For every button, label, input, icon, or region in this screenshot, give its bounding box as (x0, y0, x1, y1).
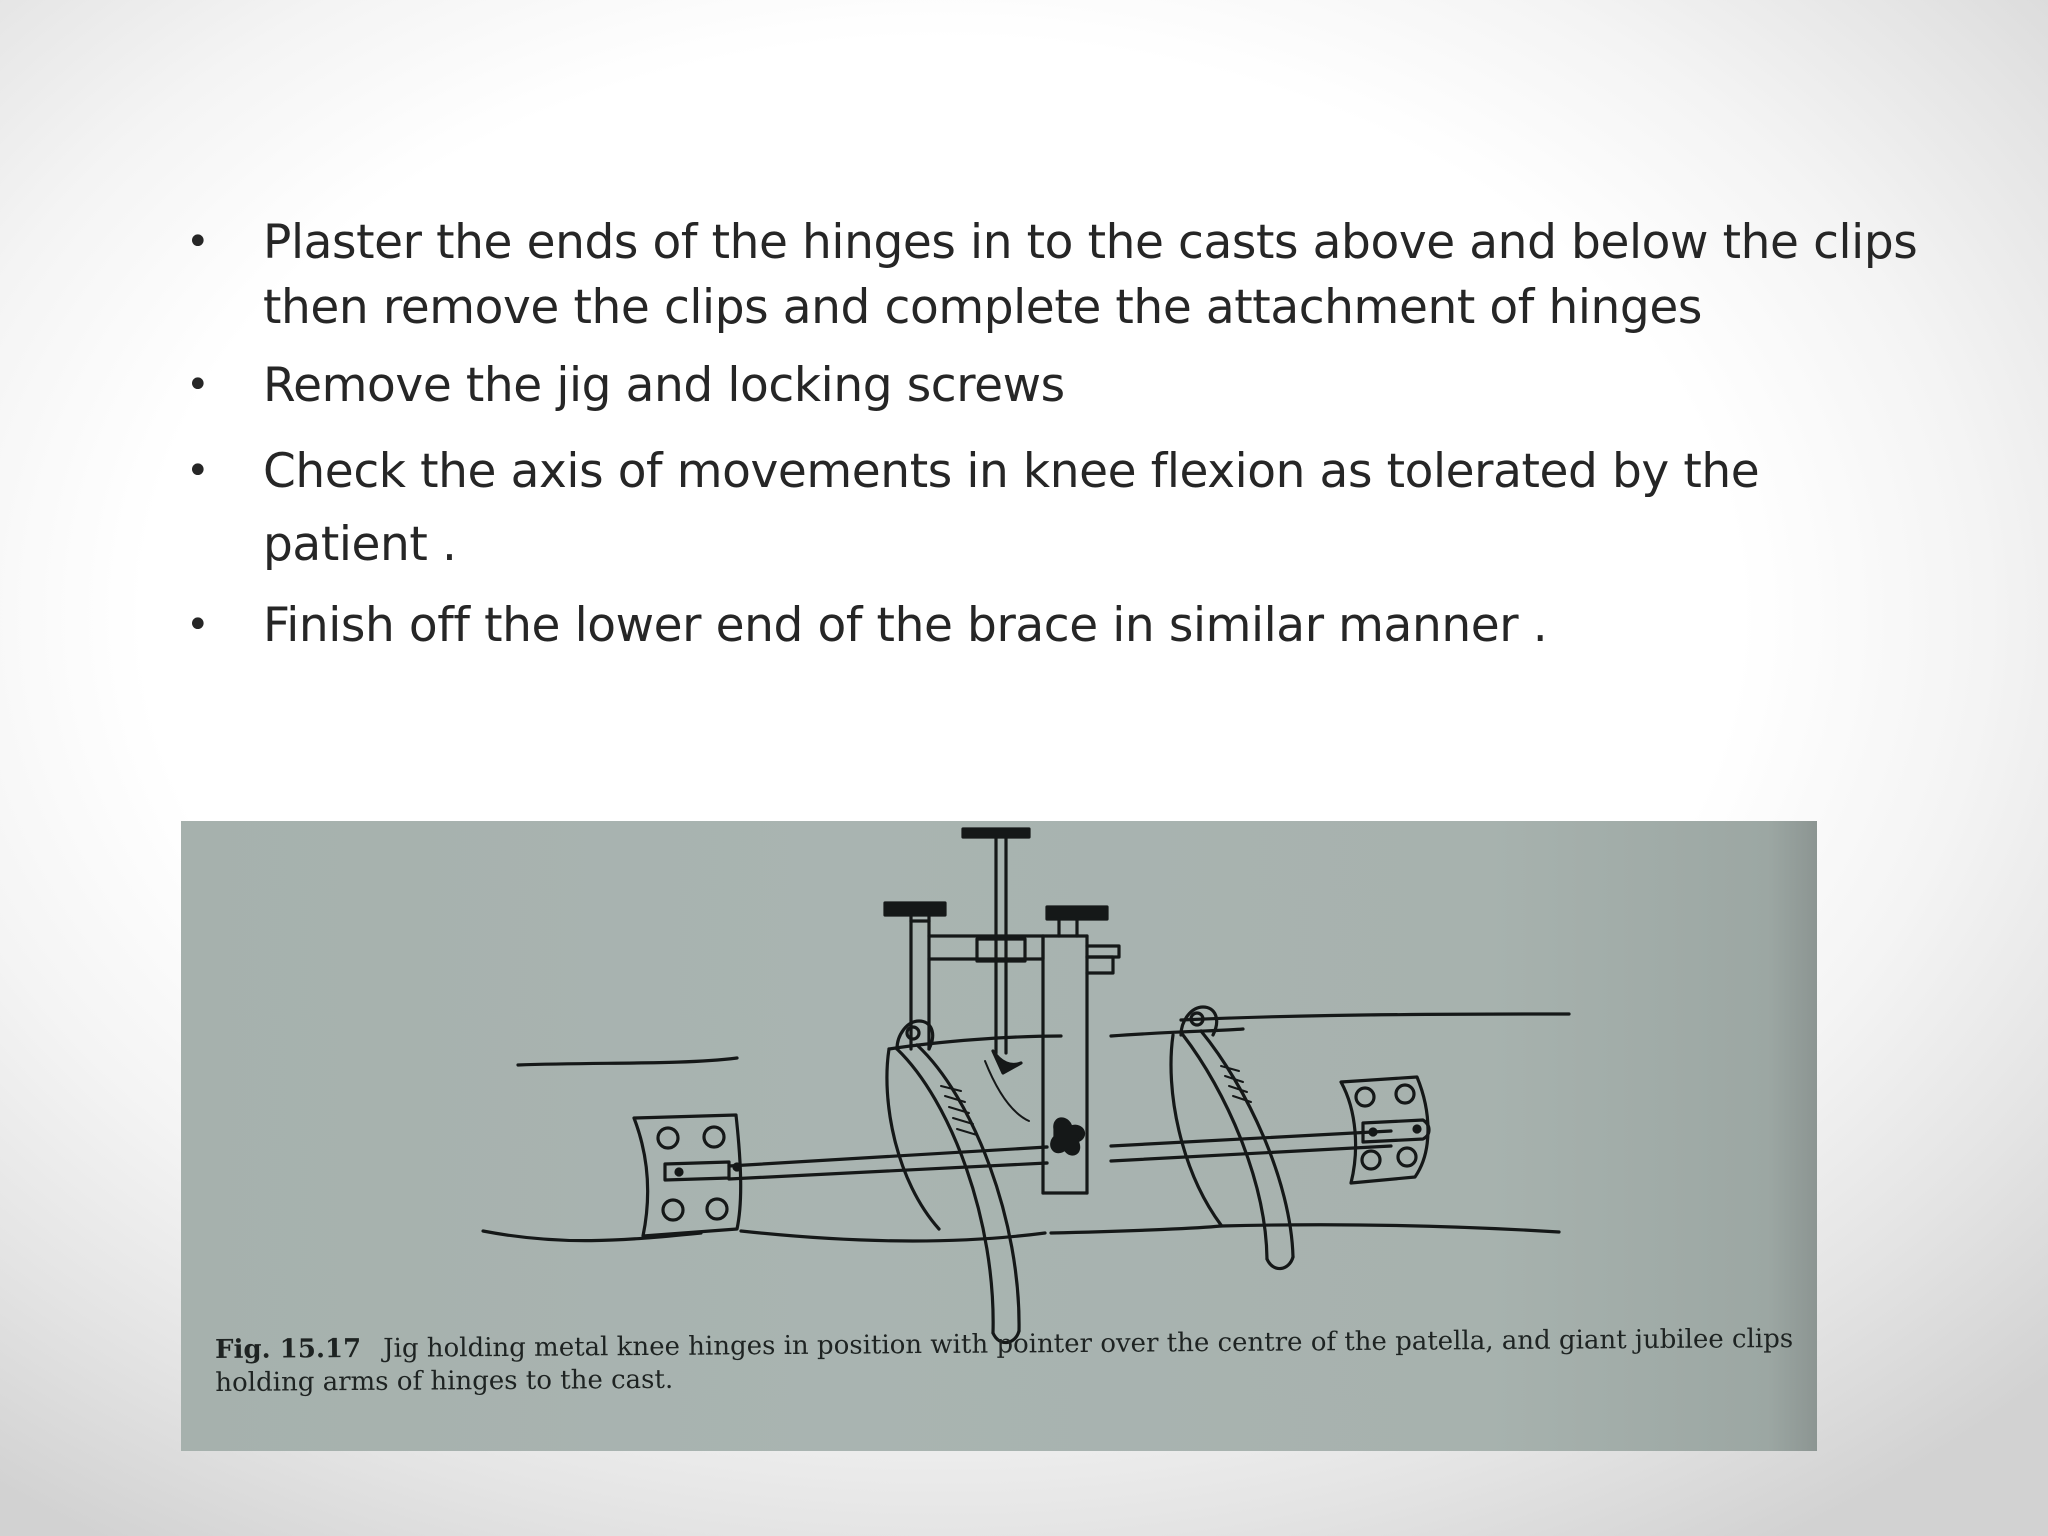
figure-label: Fig. 15.17 (215, 1333, 362, 1365)
locking-screw-knob (1047, 907, 1107, 919)
rivet-hole (658, 1128, 678, 1148)
hinge-arm-left (729, 1147, 1047, 1166)
bullet-list (180, 210, 1918, 658)
hinge-arm-left (729, 1163, 1047, 1179)
bullet-item (180, 593, 1780, 658)
bullet-text: Remove the jig and locking screws (263, 358, 1065, 413)
rivet-hole (707, 1199, 727, 1219)
bullet-item (180, 353, 1780, 418)
pointer-handle (963, 829, 1029, 837)
leg-outline-top (1181, 1014, 1569, 1020)
figure-knee-hinge-jig (181, 821, 1817, 1451)
jubilee-clip-right (1171, 1035, 1221, 1225)
jubilee-clip-left (897, 1049, 993, 1333)
leg-outline-bottom (1221, 1225, 1559, 1232)
bullet-dot: • (186, 448, 210, 494)
leg-outline-top (518, 1058, 737, 1065)
bullet-item (180, 435, 1823, 581)
locking-screw-knob (885, 903, 945, 915)
hinge-arm-right (1111, 1146, 1391, 1161)
figure-caption (215, 1323, 1795, 1400)
bullet-dot: • (186, 602, 210, 648)
leg-outline-bottom (483, 1231, 701, 1241)
rivet-hole (1396, 1085, 1414, 1103)
rivet-hole (1362, 1151, 1380, 1169)
rivet-hole (1398, 1148, 1416, 1166)
bullet-text: Finish off the lower end of the brace in similar manner . (263, 598, 1548, 653)
rivet-hole (1356, 1088, 1374, 1106)
jubilee-clip-left (887, 1049, 939, 1229)
bullet-dot: • (186, 219, 210, 265)
jubilee-clip-left (917, 1045, 1019, 1331)
rivet-hole (663, 1200, 683, 1220)
bullet-text: Check the axis of movements in knee flexion as tolerated by the patient . (263, 444, 1760, 572)
jubilee-clip-right (1201, 1031, 1293, 1257)
cast-bottom-edge (1051, 1226, 1221, 1233)
hinge-arm-right (1111, 1131, 1391, 1146)
jig-side-block (1087, 957, 1113, 973)
bullet-text: Plaster the ends of the hinges in to the casts above and below the clips then remove the clips and complete the attachment of hinges (263, 215, 1918, 335)
bullet-dot: • (186, 362, 210, 408)
cast-top-edge (1111, 1029, 1243, 1036)
figure-caption-text: Jig holding metal knee hinges in position with pointer over the centre of the patella, and giant jubilee clips holding arms of hinges to the cast. (215, 1323, 1794, 1398)
bullet-item (180, 210, 1943, 340)
cast-bottom-edge (741, 1231, 1045, 1241)
rivet-hole (704, 1127, 724, 1147)
wing-nut (1052, 1119, 1084, 1154)
